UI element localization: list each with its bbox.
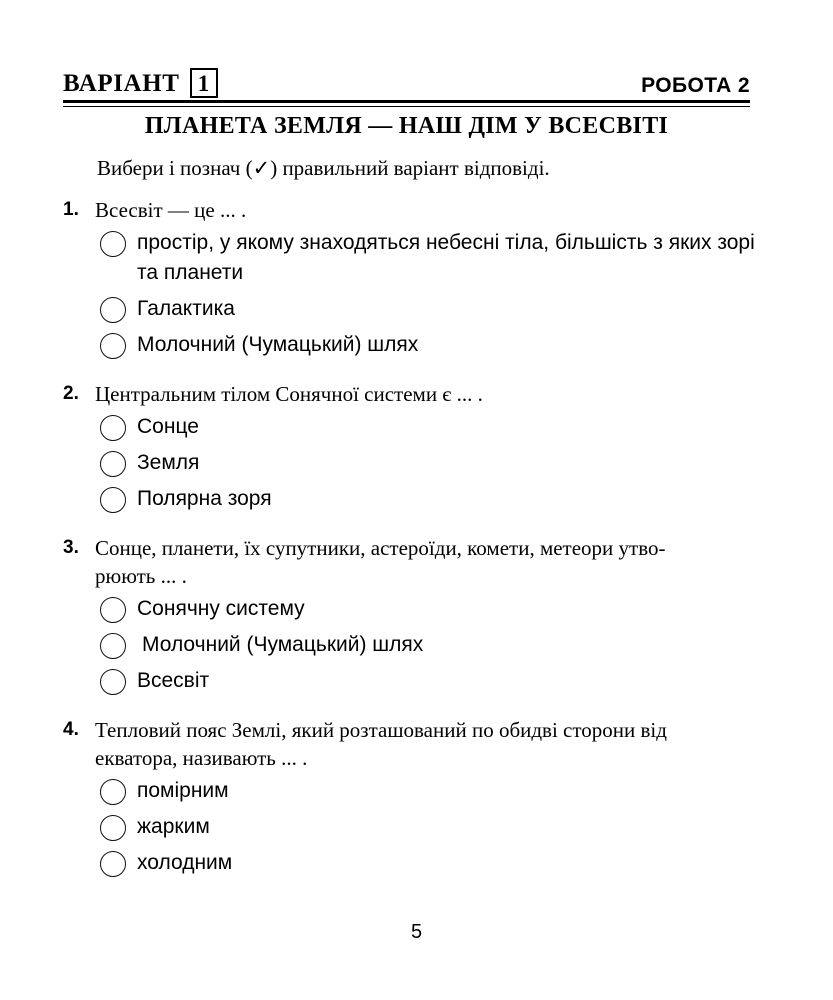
instruction-text: Вибери і познач (✓) правильний варіант відповіді. [97, 156, 550, 180]
question-text-line2: рюють ... . [95, 564, 187, 588]
radio-circle-icon[interactable] [100, 451, 126, 477]
question-header [63, 716, 763, 772]
question-item [63, 196, 763, 360]
radio-circle-icon[interactable] [100, 851, 126, 877]
option-row[interactable] [100, 666, 763, 696]
option-label: Молочний (Чумацький) шлях [142, 633, 424, 656]
option-row[interactable] [100, 776, 763, 806]
option-label: Полярна зоря [137, 487, 272, 510]
option-row[interactable] [100, 812, 763, 842]
question-item [63, 380, 763, 514]
question-number: 3. [63, 537, 79, 558]
option-label: Галактика [137, 297, 235, 320]
option-row[interactable] [100, 484, 763, 514]
option-row[interactable] [100, 294, 763, 324]
radio-circle-icon[interactable] [100, 487, 126, 513]
option-label: холодним [137, 851, 233, 874]
radio-circle-icon[interactable] [100, 815, 126, 841]
header-rule-thin [63, 106, 750, 107]
radio-circle-icon[interactable] [100, 297, 126, 323]
spacer [63, 520, 763, 534]
question-text: Всесвіт — це ... . [95, 198, 247, 222]
question-header [63, 534, 763, 590]
spacer [63, 702, 763, 716]
option-label: Всесвіт [137, 669, 210, 692]
page-title: ПЛАНЕТА ЗЕМЛЯ — НАШ ДІМ У ВСЕСВІТІ [144, 113, 669, 139]
question-number: 1. [63, 199, 79, 220]
question-text [95, 534, 750, 590]
option-label: жарким [137, 815, 210, 838]
radio-circle-icon[interactable] [100, 779, 126, 805]
radio-circle-icon[interactable] [100, 669, 126, 695]
work-label: РОБОТА 2 [641, 74, 750, 97]
question-header [63, 196, 763, 224]
question-text-line2: екватора, називають ... . [95, 746, 308, 770]
option-row[interactable] [100, 228, 763, 288]
radio-circle-icon[interactable] [100, 333, 126, 359]
option-label: Молочний (Чумацький) шлях [137, 333, 419, 356]
question-text-line1: Сонце, планети, їх супутники, астероїди, комети, метеори утво- [95, 536, 666, 560]
question-header [63, 380, 763, 408]
option-row[interactable] [100, 448, 763, 478]
question-number: 4. [63, 719, 79, 740]
option-row[interactable] [100, 412, 763, 442]
variant-group [63, 68, 218, 98]
variant-number-box: 1 [190, 68, 218, 98]
option-list [63, 228, 763, 360]
option-row[interactable] [100, 594, 763, 624]
option-row[interactable] [100, 630, 763, 660]
option-label: простір, у якому знаходяться небесні тіла, більшість з яких зорі та планети [137, 231, 755, 284]
question-text: Центральним тілом Сонячної системи є ... . [95, 382, 483, 406]
option-row[interactable] [100, 330, 763, 360]
option-list [63, 412, 763, 514]
option-label: помірним [137, 779, 229, 802]
option-row[interactable] [100, 848, 763, 878]
question-number: 2. [63, 383, 79, 404]
page-header [63, 62, 750, 98]
radio-circle-icon[interactable] [100, 633, 126, 659]
question-item [63, 534, 763, 696]
option-list [63, 776, 763, 878]
option-label: Земля [137, 451, 200, 474]
question-text-line1: Тепловий пояс Землі, який розташований по обидві сторони від [95, 718, 667, 742]
question-text [95, 716, 750, 772]
spacer [63, 366, 763, 380]
option-list [63, 594, 763, 696]
radio-circle-icon[interactable] [100, 597, 126, 623]
option-label: Сонячну систему [137, 597, 305, 620]
radio-circle-icon[interactable] [100, 231, 126, 257]
option-label: Сонце [137, 415, 199, 438]
radio-circle-icon[interactable] [100, 415, 126, 441]
question-item [63, 716, 763, 878]
question-list [63, 196, 763, 884]
variant-label: ВАРІАНТ [63, 69, 180, 97]
header-rule-thick [63, 100, 750, 103]
page-number: 5 [410, 921, 423, 943]
